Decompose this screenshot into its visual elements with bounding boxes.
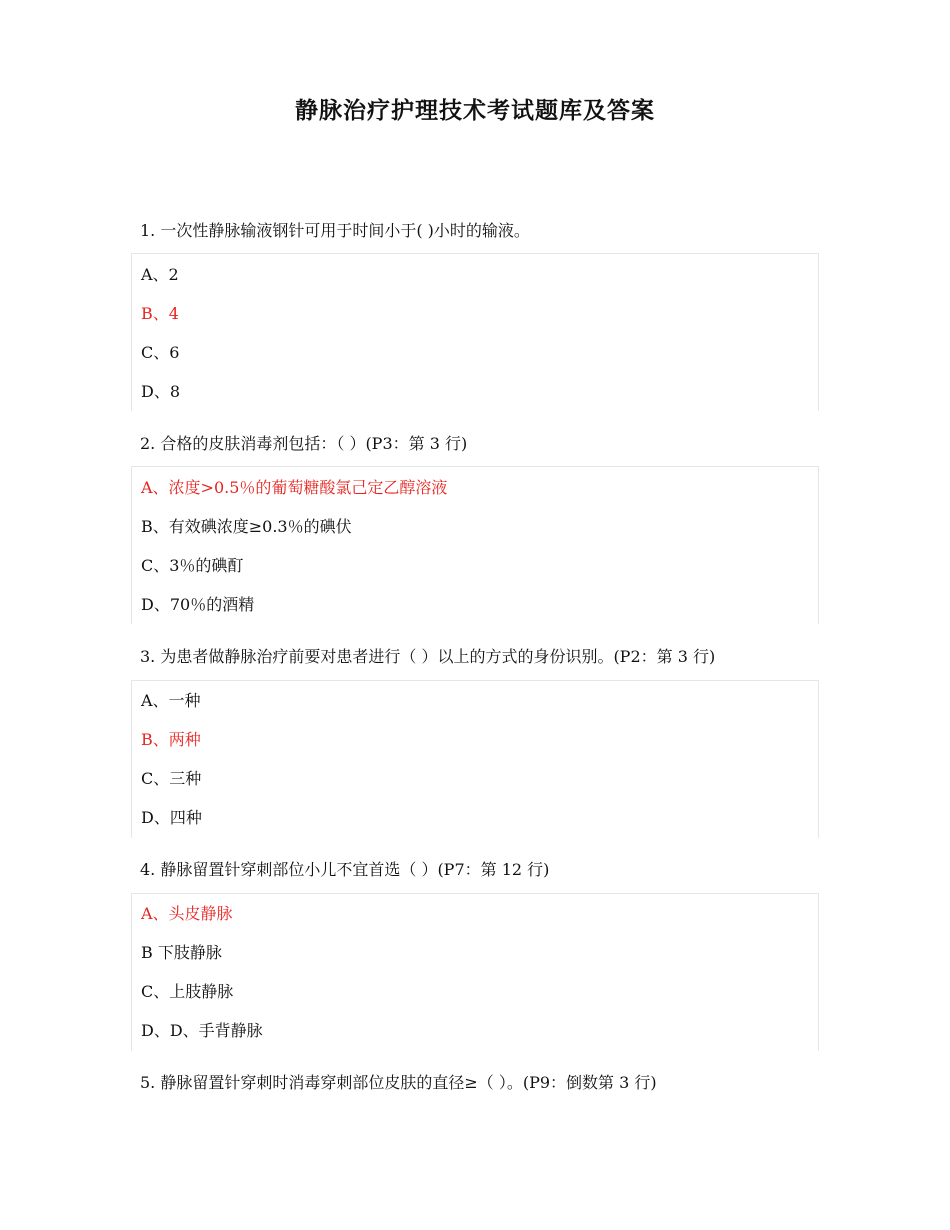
- question-3-option-d: D、四种: [141, 808, 202, 827]
- question-3-options: [131, 680, 819, 838]
- question-1-options: [131, 253, 819, 411]
- question-2-option-c: C、3％的碘酊: [141, 556, 244, 575]
- document-title: 静脉治疗护理技术考试题库及答案: [295, 97, 655, 124]
- question-3-option-a: A、一种: [141, 691, 201, 710]
- question-2-option-b: B、有效碘浓度≥0.3％的碘伏: [141, 517, 352, 536]
- question-4-options: [131, 893, 819, 1051]
- question-3-option-b: B、两种: [141, 730, 201, 749]
- question-1-stem: 1. 一次性静脉输液钢针可用于时间小于( )小时的输液。: [140, 221, 530, 240]
- question-2-option-d: D、70％的酒精: [141, 595, 255, 614]
- question-4-stem: 4. 静脉留置针穿刺部位小儿不宜首选（ ）(P7：第 12 行): [140, 860, 550, 879]
- question-2-option-a: A、浓度>0.5％的葡萄糖酸氯己定乙醇溶液: [141, 478, 448, 497]
- question-1-option-a: A、2: [141, 265, 179, 284]
- question-4-option-d: D、D、手背静脉: [141, 1021, 263, 1040]
- question-2-options: [131, 466, 819, 624]
- question-4-option-a: A、头皮静脉: [141, 904, 233, 923]
- question-1-option-d: D、8: [141, 382, 181, 401]
- question-4-option-c: C、上肢静脉: [141, 982, 234, 1001]
- question-1-option-b: B、4: [141, 304, 179, 323]
- question-2-stem: 2. 合格的皮肤消毒剂包括：（ ）(P3：第 3 行): [140, 434, 468, 453]
- question-3-option-c: C、三种: [141, 769, 202, 788]
- question-3-stem: 3. 为患者做静脉治疗前要对患者进行（ ）以上的方式的身份识别。(P2：第 3 行): [140, 647, 716, 666]
- question-4-option-b: B 下肢静脉: [141, 943, 222, 962]
- question-1-option-c: C、6: [141, 343, 180, 362]
- question-5-stem: 5. 静脉留置针穿刺时消毒穿刺部位皮肤的直径≥（ ）。(P9：倒数第 3 行): [140, 1073, 657, 1092]
